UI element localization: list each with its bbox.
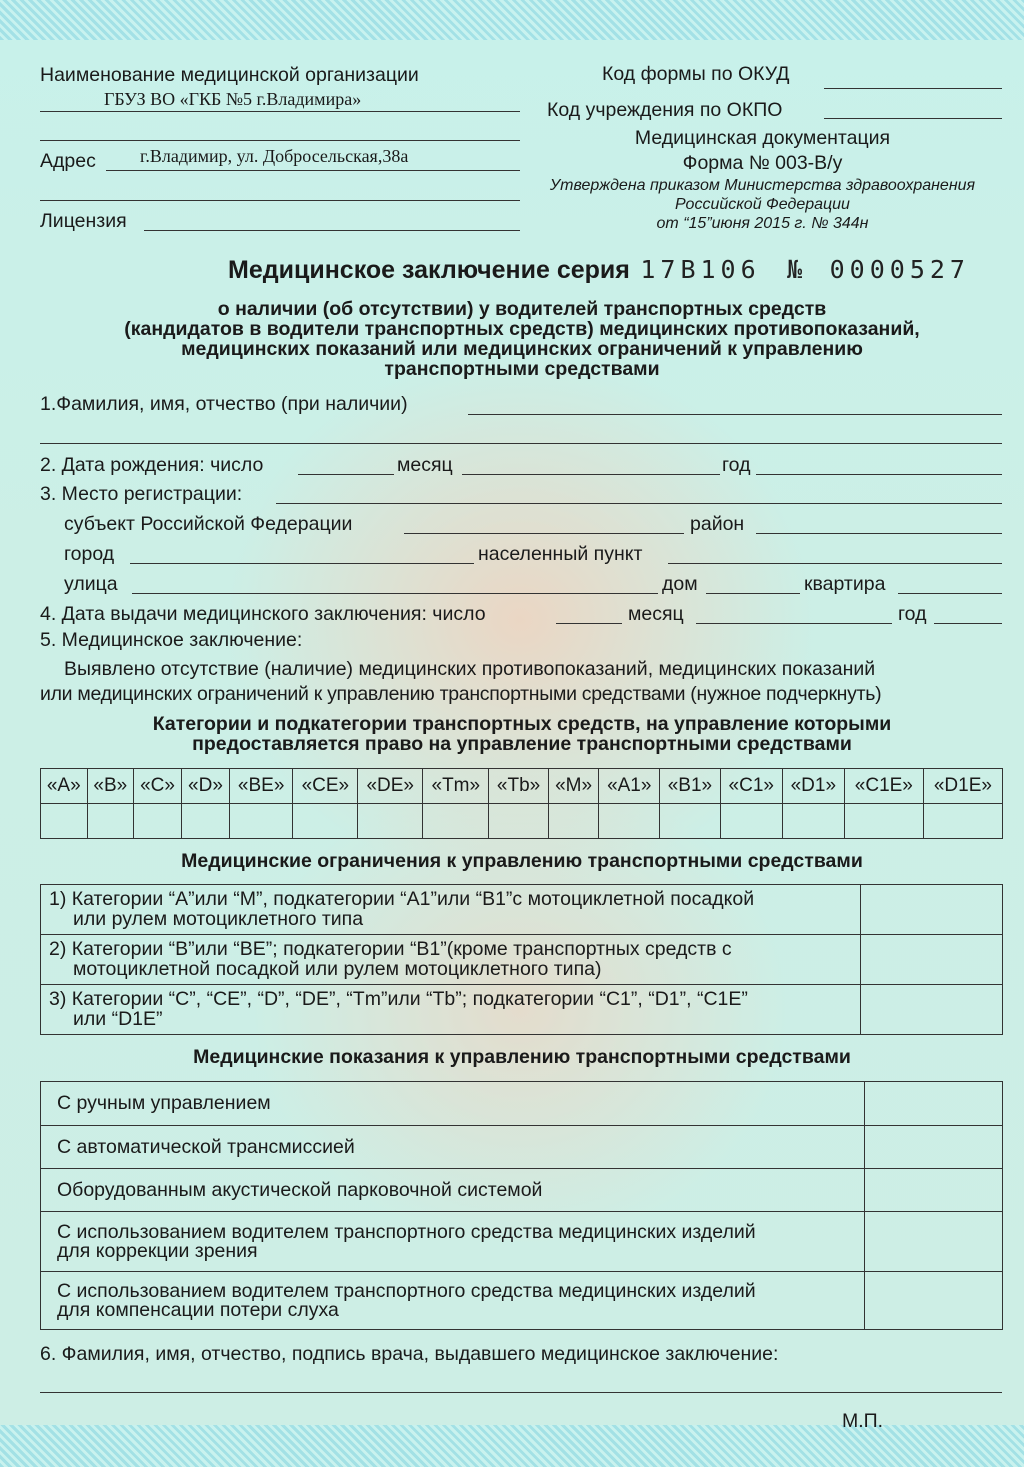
category-mark-cell[interactable] <box>358 804 423 839</box>
indications-table <box>40 1081 1003 1330</box>
okud-line[interactable] <box>824 88 1002 89</box>
table-row <box>41 1272 1003 1330</box>
category-mark-cell[interactable] <box>134 804 182 839</box>
categories-table <box>40 768 1003 839</box>
indication-text <box>41 1169 865 1212</box>
subtitle-4: транспортными средствами <box>384 358 660 380</box>
fio-line[interactable] <box>468 414 1002 415</box>
category-mark-cell[interactable] <box>548 804 599 839</box>
apartment-line[interactable] <box>898 593 1002 594</box>
table-row <box>41 885 1003 935</box>
indication-line-2: для коррекции зрения <box>57 1239 258 1262</box>
limitation-line-1: 3) Категории “C”, “CE”, “D”, “DE”, “Tm”или “Tb”; подкатегории “C1”, “D1”, “C1E” <box>49 988 748 1010</box>
org-label: Наименование медицинской организации <box>40 64 419 86</box>
category-cell: «A1» <box>599 769 660 804</box>
category-cell: «D1» <box>782 769 844 804</box>
indications-heading: Медицинские показания к управлению транспортными средствами <box>193 1046 851 1068</box>
limitation-mark-cell[interactable] <box>861 885 1003 935</box>
birth-month-line[interactable] <box>462 474 720 475</box>
address-label: Адрес <box>40 150 96 172</box>
table-row <box>41 935 1003 985</box>
category-mark-cell[interactable] <box>41 804 88 839</box>
limitations-table <box>40 884 1003 1035</box>
table-row <box>41 1082 1003 1126</box>
issue-day-line[interactable] <box>556 623 622 624</box>
field-3-label: 3. Место регистрации: <box>40 483 243 505</box>
stamp-label: М.П. <box>842 1410 884 1432</box>
category-cell: «C1E» <box>844 769 923 804</box>
locality-label: населенный пункт <box>478 543 643 565</box>
category-cell: «C1» <box>720 769 782 804</box>
fio-line-2[interactable] <box>40 443 1002 444</box>
category-mark-cell[interactable] <box>293 804 358 839</box>
categories-mark-row <box>41 804 1003 839</box>
category-cell: «BE» <box>229 769 292 804</box>
category-cell: «D1E» <box>923 769 1002 804</box>
subject-label: субъект Российской Федерации <box>64 513 353 535</box>
approved-line-2: Российской Федерации <box>675 196 850 213</box>
district-label: район <box>690 513 745 535</box>
okpo-label: Код учреждения по ОКПО <box>547 99 783 121</box>
limitation-line-2: мотоциклетной посадкой или рулем мотоциклетного типа) <box>73 958 602 980</box>
field-6-label: 6. Фамилия, имя, отчество, подпись врача, выдавшего медицинское заключение: <box>40 1343 779 1365</box>
issue-year-label: год <box>898 603 927 625</box>
apartment-label: квартира <box>804 573 886 595</box>
indication-text <box>41 1272 865 1330</box>
city-label: город <box>64 543 115 565</box>
category-mark-cell[interactable] <box>923 804 1002 839</box>
table-row <box>41 985 1003 1035</box>
category-cell: «DE» <box>358 769 423 804</box>
category-cell: «M» <box>548 769 599 804</box>
table-row <box>41 1169 1003 1212</box>
title-number-sign: № <box>787 255 808 284</box>
district-line[interactable] <box>756 533 1002 534</box>
subtitle-2: (кандидатов в водители транспортных средств) медицинских противопоказаний, <box>124 318 920 340</box>
table-row <box>41 1126 1003 1169</box>
category-mark-cell[interactable] <box>599 804 660 839</box>
title-series: 17В106 <box>640 255 761 284</box>
top-ornament-band <box>0 0 1024 40</box>
city-line[interactable] <box>130 563 474 564</box>
limitation-line-2: или рулем мотоциклетного типа <box>73 908 364 930</box>
indication-line-1: С автоматической трансмиссией <box>57 1135 355 1158</box>
org-line[interactable] <box>40 111 520 112</box>
house-line[interactable] <box>706 593 800 594</box>
indication-mark-cell[interactable] <box>865 1169 1003 1212</box>
address-line-2[interactable] <box>40 200 520 201</box>
form-number: Форма № 003-В/у <box>682 152 843 174</box>
indication-mark-cell[interactable] <box>865 1082 1003 1126</box>
issue-month-label: месяц <box>628 603 684 625</box>
indication-mark-cell[interactable] <box>865 1126 1003 1169</box>
category-mark-cell[interactable] <box>844 804 923 839</box>
categories-heading-2: предоставляется право на управление транспортными средствами <box>192 733 852 755</box>
indication-line-1: Оборудованным акустической парковочной системой <box>57 1178 543 1201</box>
field-5-label: 5. Медицинское заключение: <box>40 629 303 651</box>
categories-heading-1: Категории и подкатегории транспортных средств, на управление которыми <box>152 713 892 735</box>
field-5-text-1: Выявлено отсутствие (наличие) медицинских противопоказаний, медицинских показаний <box>64 658 876 680</box>
locality-line[interactable] <box>668 563 1002 564</box>
table-row <box>41 1212 1003 1272</box>
field-5-text-2: или медицинских ограничений к управлению транспортными средствами (нужное подчеркнуть) <box>40 683 882 705</box>
limitation-text <box>41 985 861 1035</box>
birth-month-label: месяц <box>397 454 453 476</box>
category-cell: «C» <box>134 769 182 804</box>
field-1-label: 1.Фамилия, имя, отчество (при наличии) <box>40 393 408 415</box>
approved-line-3: от “15”июня 2015 г. № 344н <box>656 215 869 232</box>
limitation-line-2: или “D1E” <box>73 1008 163 1030</box>
category-mark-cell[interactable] <box>87 804 134 839</box>
indication-line-1: С ручным управлением <box>57 1092 271 1114</box>
okpo-line[interactable] <box>824 118 1002 119</box>
issue-year-line[interactable] <box>934 623 1002 624</box>
title-row <box>228 255 970 285</box>
category-cell: «B1» <box>660 769 721 804</box>
limitation-line-1: 1) Категории “A”или “M”, подкатегории “A1”или “B1”с мотоциклетной посадкой <box>49 888 755 910</box>
doctor-signature-line[interactable] <box>40 1392 1002 1393</box>
category-mark-cell[interactable] <box>660 804 721 839</box>
subtitle-1: о наличии (об отсутствии) у водителей транспортных средств <box>217 298 827 320</box>
category-mark-cell[interactable] <box>782 804 844 839</box>
org-value: ГБУЗ ВО «ГКБ №5 г.Владимира» <box>104 89 362 109</box>
license-label: Лицензия <box>40 210 127 232</box>
category-cell: «B» <box>87 769 134 804</box>
category-cell: «Tm» <box>423 769 489 804</box>
address-line[interactable] <box>106 170 520 171</box>
address-value: г.Владимир, ул. Добросельская,38а <box>140 146 409 166</box>
category-cell: «Tb» <box>489 769 548 804</box>
category-cell: «D» <box>182 769 230 804</box>
limitation-line-1: 2) Категории “B”или “BE”; подкатегории “B1”(кроме транспортных средств с <box>49 938 732 960</box>
category-mark-cell[interactable] <box>720 804 782 839</box>
indication-text <box>41 1126 865 1169</box>
okud-label: Код формы по ОКУД <box>602 63 790 85</box>
street-label: улица <box>64 573 118 595</box>
house-label: дом <box>662 573 698 595</box>
indication-mark-cell[interactable] <box>865 1212 1003 1272</box>
field-2-label: 2. Дата рождения: число <box>40 454 264 476</box>
subject-line[interactable] <box>404 533 684 534</box>
indication-mark-cell[interactable] <box>865 1272 1003 1330</box>
indication-text <box>41 1082 865 1126</box>
categories-header-row <box>41 769 1003 804</box>
category-cell: «A» <box>41 769 88 804</box>
limitations-heading: Медицинские ограничения к управлению транспортными средствами <box>181 850 863 872</box>
license-line[interactable] <box>144 230 520 231</box>
birth-day-line[interactable] <box>298 474 394 475</box>
org-line-2[interactable] <box>40 140 520 141</box>
limitation-mark-cell[interactable] <box>861 985 1003 1035</box>
limitation-text <box>41 885 861 935</box>
birth-year-label: год <box>722 454 751 476</box>
birth-year-line[interactable] <box>756 474 1002 475</box>
indication-line-2: для компенсации потери слуха <box>57 1298 339 1321</box>
approved-line-1: Утверждена приказом Министерства здравоохранения <box>549 177 976 194</box>
limitation-text <box>41 935 861 985</box>
field-4-label: 4. Дата выдачи медицинского заключения: число <box>40 603 486 625</box>
category-mark-cell[interactable] <box>489 804 548 839</box>
registration-line[interactable] <box>276 503 1002 504</box>
category-cell: «CE» <box>293 769 358 804</box>
street-line[interactable] <box>132 593 658 594</box>
category-mark-cell[interactable] <box>229 804 292 839</box>
subtitle-3: медицинских показаний или медицинских ограничений к управлению <box>181 338 863 360</box>
issue-month-line[interactable] <box>696 623 892 624</box>
title-main: Медицинское заключение серия <box>228 256 630 284</box>
indication-line-1: С использованием водителем транспортного средства медицинских изделий <box>57 1279 756 1302</box>
indication-line-1: С использованием водителем транспортного средства медицинских изделий <box>57 1220 756 1243</box>
indication-text <box>41 1212 865 1272</box>
title-number: 0000527 <box>829 255 970 284</box>
med-doc-label: Медицинская документация <box>634 127 891 149</box>
limitation-mark-cell[interactable] <box>861 935 1003 985</box>
category-mark-cell[interactable] <box>423 804 489 839</box>
category-mark-cell[interactable] <box>182 804 230 839</box>
